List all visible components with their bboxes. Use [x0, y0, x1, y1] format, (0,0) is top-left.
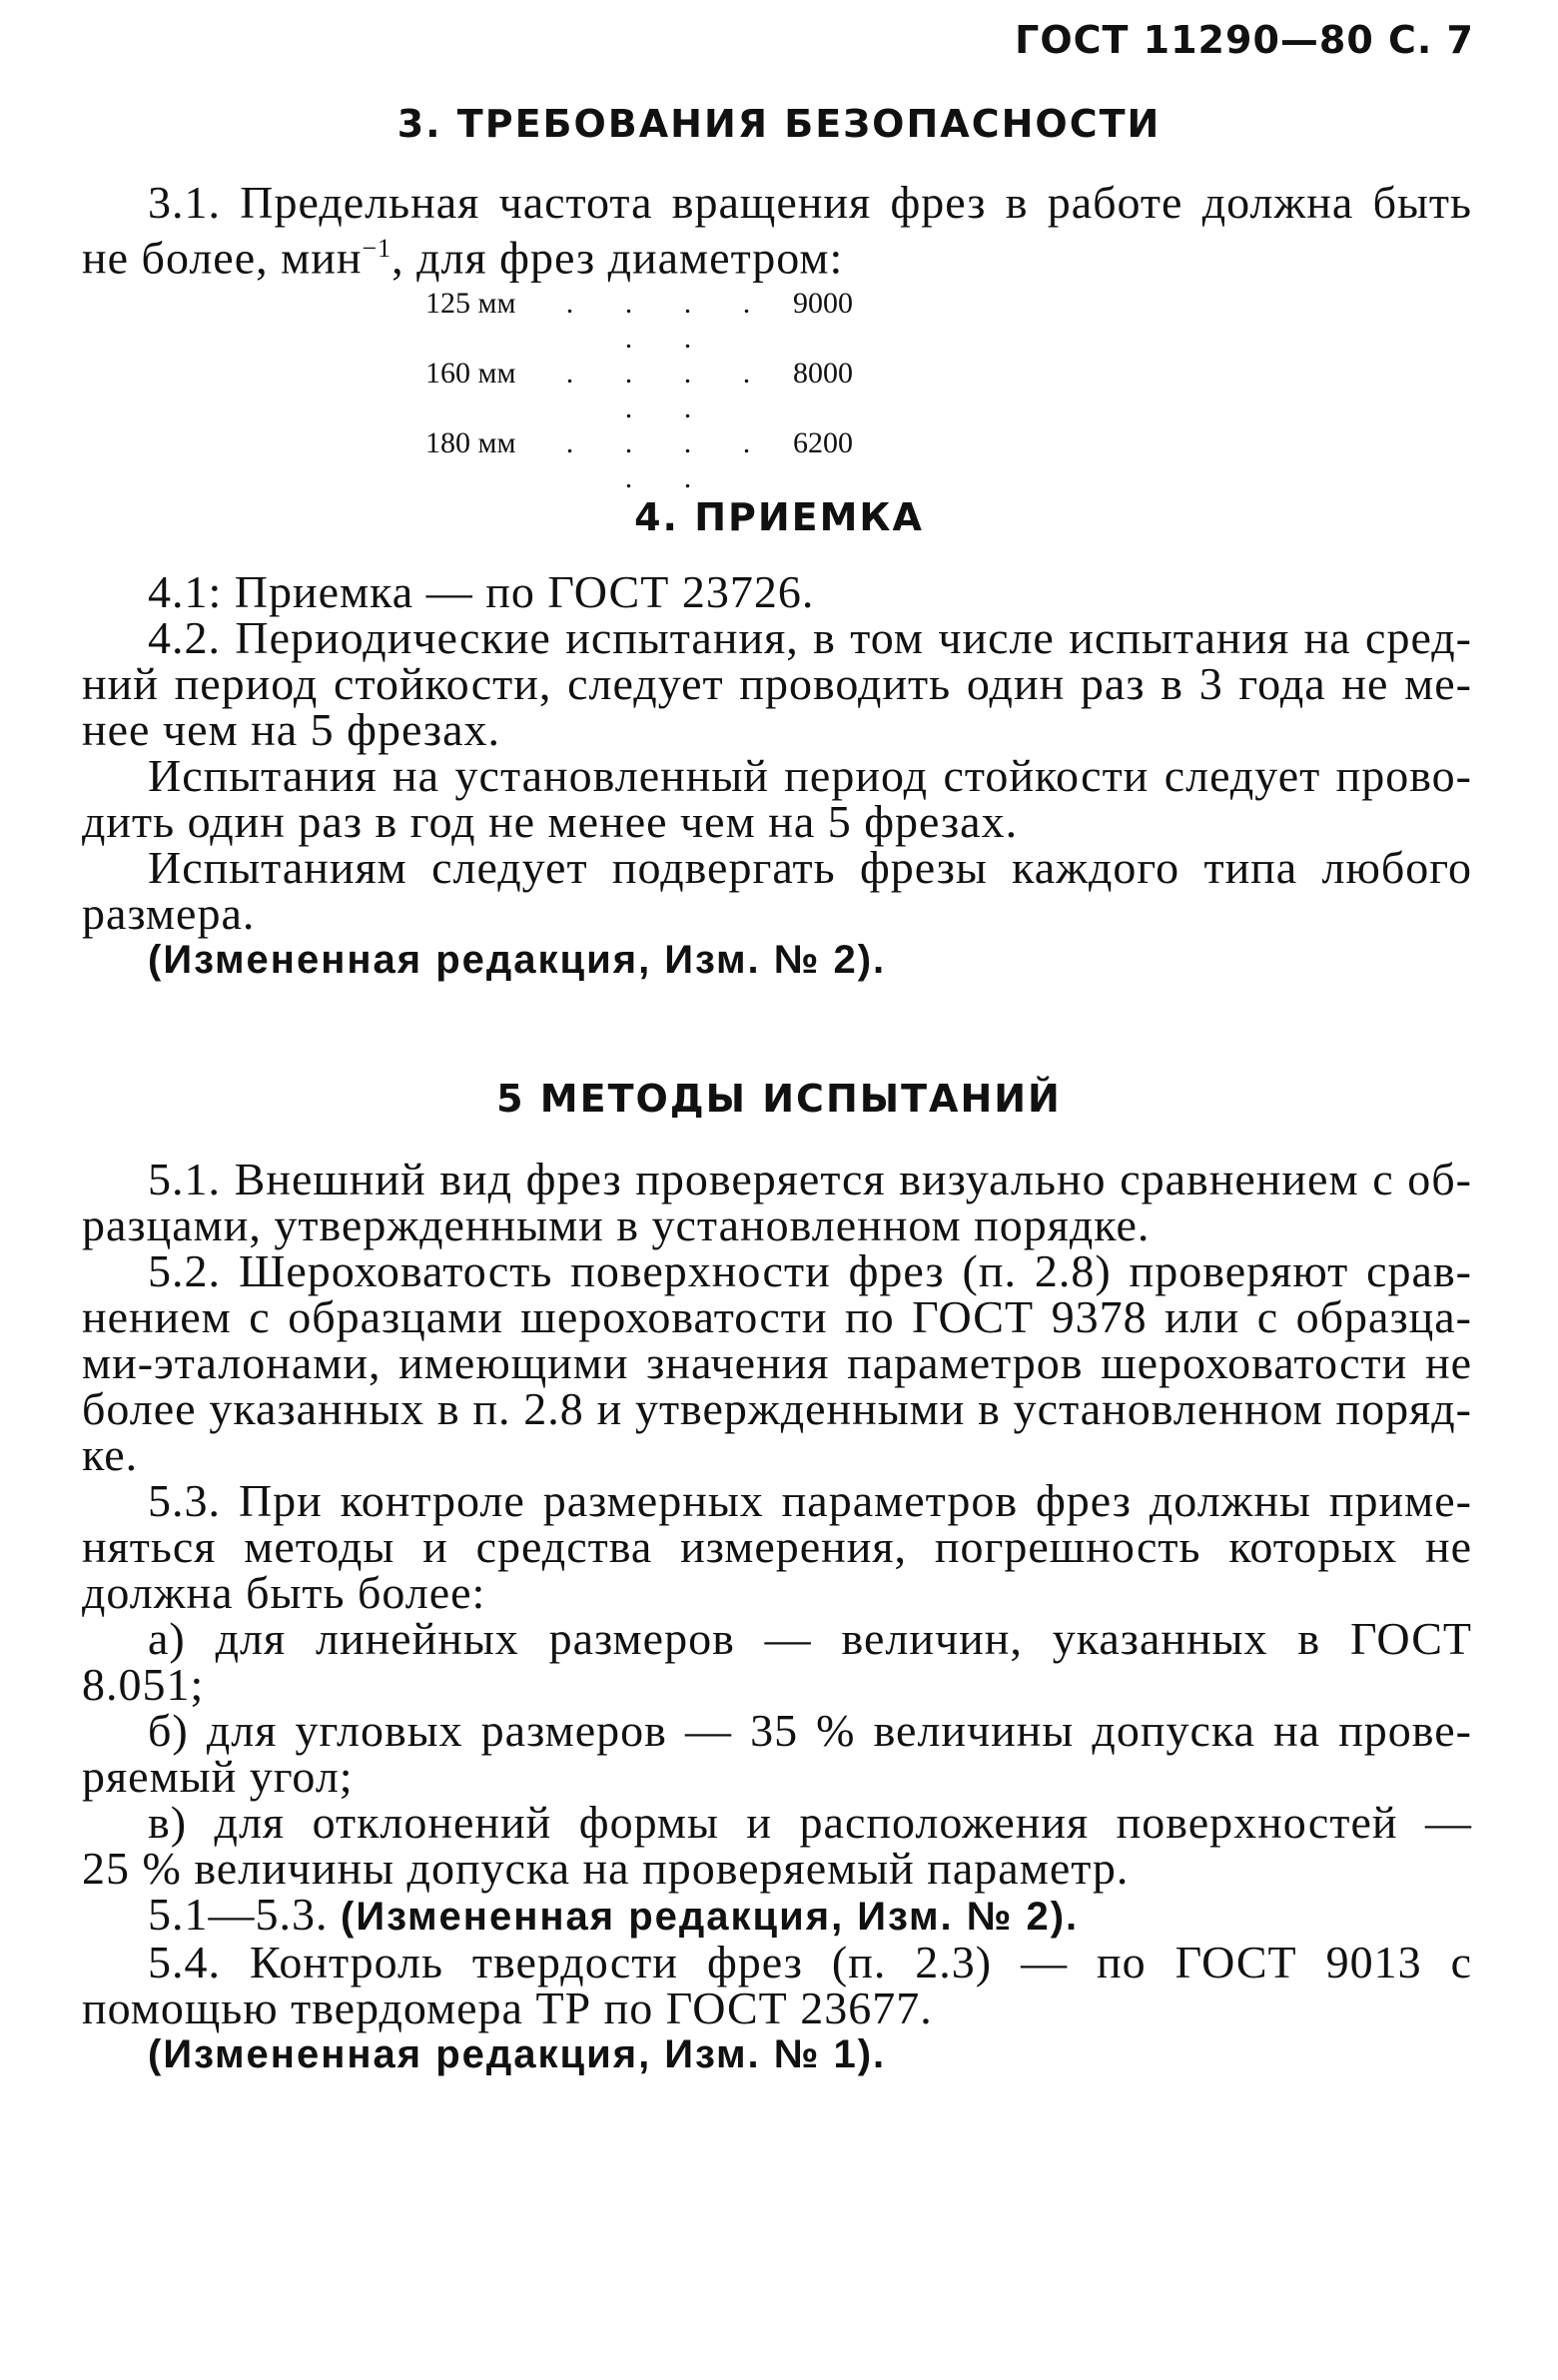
p53-line3: должна быть более:: [82, 1567, 486, 1618]
p5153: [82, 1889, 1472, 1940]
pa-line2: 8.051;: [82, 1659, 205, 1710]
p5153-range: 5.1—5.3.: [148, 1889, 341, 1940]
page-header: ГОСТ 11290—80 С. 7: [1015, 18, 1474, 62]
pb-line1: б) для угловых размеров — 35 % величины допуска на прове-: [148, 1705, 1472, 1756]
section-3-title: 3. ТРЕБОВАНИЯ БЕЗОПАСНОСТИ: [396, 102, 1162, 146]
section-5-title: 5 МЕТОДЫ ИСПЫТАНИЙ: [496, 1077, 1062, 1121]
pa-line1: а) для линейных размеров — величин, указанных в ГОСТ: [148, 1613, 1472, 1664]
p52-line4: более указанных в п. 2.8 и утвержденными в установленном поряд-: [82, 1383, 1472, 1434]
table-size: 180 мм: [425, 426, 516, 459]
table-dots: . . . . . .: [565, 287, 773, 355]
table-row: [425, 286, 873, 356]
pc-line1: в) для отклонений формы и расположения поверхностей —: [148, 1797, 1472, 1848]
table-size: 160 мм: [425, 357, 516, 390]
table-value: 6200: [793, 426, 853, 459]
table-dots: . . . . . .: [565, 426, 773, 494]
p51-line1: 5.1. Внешний вид фрез проверяется визуально сравнением с об-: [148, 1154, 1472, 1204]
p54-line1: 5.4. Контроль твердости фрез (п. 2.3) — по ГОСТ 9013 с: [148, 1937, 1472, 1987]
table-size: 125 мм: [425, 287, 516, 320]
section-4-body: [82, 566, 1472, 983]
p53-line2: няться методы и средства измерения, погрешность которых не: [82, 1521, 1472, 1572]
amendment-note-2: (Измененная редакция, Изм. № 1).: [148, 2032, 887, 2076]
p42-line2: ний период стойкости, следует проводить один раз в 3 года не ме-: [82, 658, 1472, 709]
p44-line2: размера.: [82, 888, 256, 939]
p44-line1: Испытаниям следует подвергать фрезы каждого типа любого: [148, 842, 1472, 893]
section-5-body: [82, 1154, 1472, 2077]
p54-line2: помощью твердомера ТР по ГОСТ 23677.: [82, 1983, 933, 2033]
table-value: 9000: [793, 287, 853, 320]
p41: 4.1: Приемка — по ГОСТ 23726.: [148, 566, 815, 617]
p52-line5: ке.: [82, 1429, 139, 1480]
section-4-title: 4. ПРИЕМКА: [634, 495, 924, 539]
speed-table: [425, 286, 873, 495]
table-row: [425, 356, 873, 425]
paragraph-3-1: [82, 177, 1472, 284]
p51-line2: разцами, утвержденными в установленном порядке.: [82, 1199, 1151, 1250]
p31-text-b: , для фрез диаметром:: [391, 232, 844, 284]
p52-line2: нением с образцами шероховатости по ГОСТ 9378 или с образца-: [82, 1291, 1472, 1342]
pc-line2: 25 % величины допуска на проверяемый параметр.: [82, 1843, 1130, 1894]
p31-line2: [82, 226, 1472, 284]
table-value: 8000: [793, 357, 853, 390]
p42-line3: нее чем на 5 фрезах.: [82, 704, 501, 755]
p43-line2: дить один раз в год не менее чем на 5 фрезах.: [82, 796, 1019, 847]
table-row: [425, 425, 873, 495]
p52-line1: 5.2. Шероховатость поверхности фрез (п. 2.8) проверяют срав-: [148, 1245, 1472, 1296]
p31-line1: 3.1. Предельная частота вращения фрез в работе должна быть: [148, 177, 1472, 228]
p31-sup: −1: [362, 234, 392, 263]
p5153-amendment: (Измененная редакция, Изм. № 2).: [341, 1895, 1080, 1939]
p43-line1: Испытания на установленный период стойкости следует прово-: [148, 750, 1472, 801]
amendment-note: (Измененная редакция, Изм. № 2).: [148, 938, 887, 982]
pb-line2: ряемый угол;: [82, 1751, 354, 1802]
p53-line1: 5.3. При контроле размерных параметров фрез должны приме-: [148, 1475, 1472, 1526]
p31-text-a: не более, мин: [82, 232, 363, 284]
table-dots: . . . . . .: [565, 357, 773, 424]
p42-line1: 4.2. Периодические испытания, в том числе испытания на сред-: [148, 612, 1472, 663]
p52-line3: ми-эталонами, имеющими значения параметров шероховатости не: [82, 1337, 1472, 1388]
